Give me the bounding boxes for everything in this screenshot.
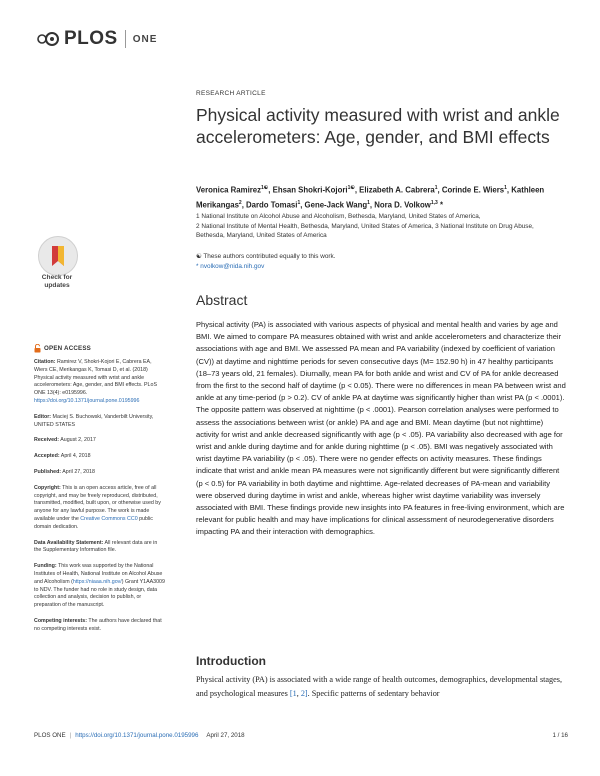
footer-separator: | — [69, 732, 72, 739]
published-block — [34, 469, 166, 477]
copyright-tail: public domain dedication. — [34, 515, 153, 530]
article-type: RESEARCH ARTICLE — [196, 90, 266, 97]
intro-text-end: . Specific patterns of sedentary behavior — [307, 688, 440, 698]
update-badge-line: updates — [44, 282, 70, 289]
logo-divider — [125, 30, 126, 48]
author-affil-mark: 2 — [238, 199, 242, 206]
logo-wordmark: PLOS — [64, 28, 118, 49]
plos-logo[interactable] — [36, 28, 157, 50]
funding-text: This work was supported by the National Institutes of Health, National Institute on Alcohol Abuse and Alcoholism ( — [34, 563, 163, 585]
accepted-date: April 4, 2018 — [59, 453, 91, 460]
citation-link[interactable]: 2] — [300, 688, 308, 698]
accepted-block — [34, 453, 166, 461]
author-affil-mark: 1 — [297, 199, 301, 206]
citation-label: Citation: — [34, 359, 56, 365]
update-badge-circle — [38, 236, 78, 276]
editor-block — [34, 414, 166, 430]
citation-doi-link[interactable]: https://doi.org/10.1371/journal.pone.0195996 — [34, 397, 140, 404]
author-affil-mark: 1,3 — [430, 199, 438, 206]
update-badge-text — [34, 274, 80, 290]
competing-interests-block — [34, 618, 166, 634]
open-access-label: OPEN ACCESS — [44, 344, 92, 352]
data-availability-text: All relevant data are in the Supplementary Information file. — [34, 539, 158, 554]
citation-text: Ramirez V, Shokri-Kojori E, Cabrera EA, Wiers CE, Merikangas K, Tomasi D, et al. (2018) Physical activity measured with wrist and ankle accelerometers: Age, gender, and BMI effects. PLoS ONE 13(4): e0195996. — [34, 359, 157, 397]
accepted-label: Accepted: — [34, 453, 60, 460]
intro-text-start: Physical activity (PA) is associated with a wide range of health outcomes, demographics, developmental stages, and psychological measures — [196, 675, 562, 698]
update-badge-line: Check for — [41, 274, 73, 281]
affiliation-line: 2 National Institute of Mental Health, Bethesda, Maryland, United States of America, 3 National Institute on Drug Abuse, Bethesda, Maryland, United States of America — [196, 222, 534, 240]
data-availability-label: Data Availability Statement: — [34, 539, 104, 546]
affiliation-line: 1 National Institute on Alcohol Abuse and Alcoholism, Bethesda, Maryland, United States of America, — [196, 213, 481, 220]
citation-block — [34, 359, 166, 406]
contribution-notes — [196, 252, 336, 271]
niaaa-link[interactable]: https://niaaa.nih.gov/ — [72, 578, 122, 585]
copyright-block — [34, 485, 166, 532]
editor-text: Maciej S. Buchowski, Vanderbilt University, UNITED STATES — [34, 413, 154, 428]
author-affil-mark: 1☯ — [261, 185, 269, 191]
abstract-text: Physical activity (PA) is associated with various aspects of physical and mental health and varies by age and BMI. We aimed to compare PA measures obtained with wrist and ankle accelerometers and characterize their associations with age and BMI. We assessed PA mean and PA variability (indexed by coefficient of variation (CV)) at daytime and nighttime periods for seven consecutive days (M= 152.90 h) in 47 healthy participants (18–73 years old, 21 females). Diurnally, mean PA for both ankle and wrist and CV of PA for ankle decreased from the first to the second half of daytime (p < 0.05). There were no differences in mean PA between wrist and ankle at any time-period (p > 0.2). CV of ankle PA at daytime was significantly higher than wrist PA (p < .0001). The opposite pattern was observed at nighttime (p < .0001). Pearson correlation analyses were performed to assess the associations between wrist (or ankle) PA and age and BMI. Mean daytime (but not nighttime) activity for wrist and ankle decreased significantly with age (p < .05). PA variability also decreased with age for wrist and ankle during daytime and for ankle during nighttime (p < .05). BMI was negatively associated with wrist daytime PA variability (p < .05). There were no gender effects on activity measures. These findings indicate that wrist and ankle mean PA measures were not significantly different but were significantly different (p < 0.5) for PA variability in both daytime and nighttime. Age-related decreases of PA-mean and variability were observed during daytime in wrist and ankle, whereas higher wrist daytime variability was inversely associated with BMI. These findings provide new insights into PA features in free-living environment, which are relevant for public health and may have implications for clinical assessment of neurodegenerative disorders impacting PA and their interaction with demographics. — [196, 320, 566, 537]
received-block — [34, 437, 166, 445]
author-name[interactable]: , Kathleen Merikangas — [196, 185, 545, 210]
author-affil-mark: 1 — [367, 199, 370, 206]
copyright-text: This is an open access article, free of all copyright, and may be freely reproduced, distributed, transmitted, modified, built upon, or otherwise used by anyone for any lawful purpose. The work is made available under the — [34, 484, 161, 522]
competing-interests-label: Competing interests: — [34, 617, 87, 624]
received-date: August 2, 2017 — [59, 437, 96, 444]
funding-block — [34, 563, 166, 610]
published-date: April 27, 2018 — [61, 468, 95, 475]
abstract-heading: Abstract — [196, 292, 248, 308]
author-affil-mark: 1☯ — [347, 185, 355, 191]
citation-link[interactable]: [1 — [289, 688, 297, 698]
cc0-link[interactable]: Creative Commons CC0 — [80, 515, 138, 522]
corresponding-mark: * — [437, 200, 443, 210]
author-affil-mark: 1 — [504, 185, 507, 191]
author-list — [196, 182, 566, 211]
author-affil-mark: 1 — [434, 185, 438, 191]
data-availability-block — [34, 540, 166, 556]
funding-label: Funding: — [34, 563, 57, 570]
page-footer — [34, 732, 568, 739]
published-label: Published: — [34, 468, 62, 475]
author-name[interactable]: , Elizabeth A. Cabrera — [354, 185, 435, 195]
check-for-updates-badge[interactable] — [34, 236, 80, 296]
page-number: 1 / 16 — [552, 732, 568, 739]
plos-logo-icon — [36, 29, 60, 49]
introduction-text — [196, 673, 568, 700]
author-name[interactable]: , Ehsan Shokri-Kojori — [268, 185, 348, 195]
author-name[interactable]: , Nora D. Volkow — [369, 200, 431, 210]
footer-journal: PLOS ONE — [34, 732, 66, 739]
article-title: Physical activity measured with wrist and ankle accelerometers: Age, gender, and BMI effects — [196, 105, 560, 147]
author-name[interactable]: , Gene-Jack Wang — [300, 200, 368, 210]
author-name[interactable]: , Dardo Tomasi — [241, 200, 298, 210]
competing-interests-text: The authors have declared that no competing interests exist. — [34, 617, 162, 632]
author-name[interactable]: Veronica Ramirez — [196, 185, 262, 195]
funding-tail: ) Grant Y1AA3009 to NDV. The funder had no role in study design, data collection and analysis, decision to publish, or preparation of the manuscript. — [34, 578, 165, 609]
footer-doi-link[interactable]: https://doi.org/10.1371/journal.pone.0195996 — [75, 732, 199, 739]
editor-label: Editor: — [34, 413, 52, 420]
introduction-heading: Introduction — [196, 654, 266, 668]
received-label: Received: — [34, 437, 60, 444]
open-access-badge — [34, 344, 166, 353]
open-lock-icon — [34, 344, 41, 353]
citation-separator: , — [296, 688, 301, 698]
footer-date: April 27, 2018 — [206, 732, 245, 739]
journal-name: ONE — [132, 33, 158, 45]
affiliations — [196, 212, 564, 241]
equal-contribution-note: ☯ These authors contributed equally to this work. — [196, 253, 336, 260]
author-name[interactable]: , Corinde E. Wiers — [437, 185, 505, 195]
bookmark-icon — [39, 237, 77, 275]
article-sidebar — [34, 344, 166, 642]
corresponding-email[interactable]: * nvolkow@nida.nih.gov — [196, 262, 265, 270]
copyright-label: Copyright: — [34, 484, 61, 491]
